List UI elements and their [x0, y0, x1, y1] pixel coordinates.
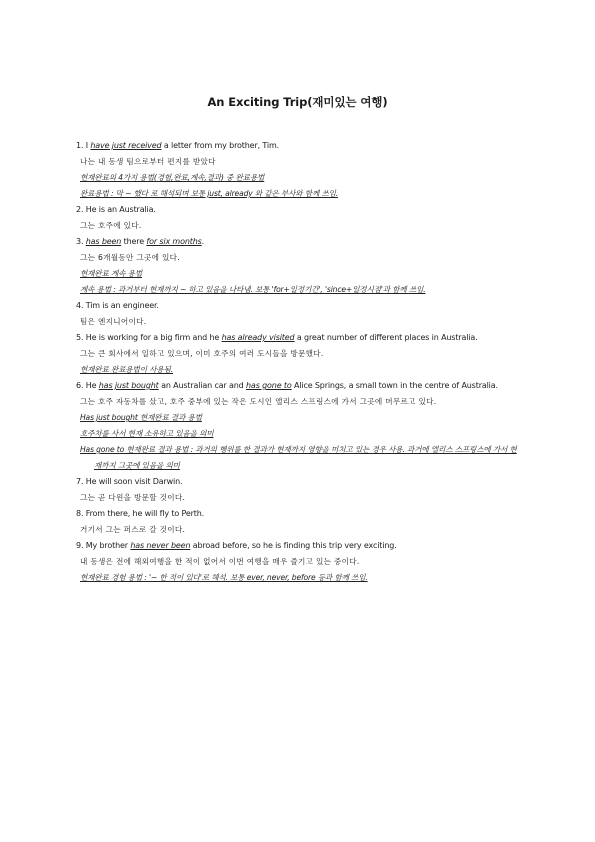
- underlined-phrase: has gone to: [246, 381, 292, 390]
- translation-2: 그는 호주에 있다.: [80, 221, 142, 230]
- sentence-2: 2. He is an Australia.: [76, 205, 156, 214]
- translation-1: 나는 내 동생 팀으로부터 편지를 받았다: [80, 157, 216, 166]
- sentence-4: 4. Tim is an engineer.: [76, 301, 159, 310]
- sentence-7: 7. He will soon visit Darwin.: [76, 477, 183, 486]
- grammar-note-1b: 완료용법 : 막 ~ 했다 로 해석되며 보통 just, already 와 같은 부사와 함께 쓰임.: [80, 189, 339, 198]
- underlined-phrase: have just received: [90, 141, 162, 150]
- translation-9: 내 동생은 전에 해외여행을 한 적이 없어서 이번 여행을 매우 즐기고 있는 중이다.: [80, 557, 360, 566]
- grammar-note-6a: Has just bought 현재완료 결과 용법: [80, 413, 202, 422]
- underlined-phrase: has already visited: [221, 333, 295, 342]
- sentence-text: 5. He is working for a big firm and he: [76, 333, 222, 342]
- grammar-note-5: 현재완료 완료용법이 사용됨.: [80, 365, 174, 374]
- translation-5: 그는 큰 회사에서 일하고 있으며, 이미 호주의 여러 도시들을 방문했다.: [80, 349, 324, 358]
- sentence-text: Alice Springs, a small town in the centre of Australia.: [291, 381, 498, 390]
- grammar-note-3b: 계속 용법 : 과거부터 현재까지 ~ 하고 있음을 나타냄. 보통 'for+일정기간', 'since+일정시점'과 함께 쓰임.: [80, 285, 426, 294]
- sentence-text: .: [201, 237, 205, 246]
- document-title: An Exciting Trip(재미있는 여행): [207, 95, 388, 109]
- sentence-6: [76, 378, 522, 394]
- translation-8: 거기서 그는 퍼스로 갈 것이다.: [80, 525, 186, 534]
- underlined-phrase: has been: [85, 237, 122, 246]
- sentence-text: 1. I: [76, 141, 91, 150]
- grammar-note-9: 현재완료 경험 용법 : '~ 한 적이 있다'로 해석. 보통 ever, never, before 등과 함께 쓰임.: [80, 573, 368, 582]
- sentence-text: a letter from my brother, Tim.: [161, 141, 279, 150]
- sentence-text: a great number of different places in Australia.: [294, 333, 478, 342]
- sentence-1: [76, 138, 522, 154]
- sentence-5: [76, 330, 522, 346]
- sentence-8: 8. From there, he will fly to Perth.: [76, 509, 205, 518]
- sentence-text: there: [121, 237, 147, 246]
- grammar-note-6c: Has gone to 현재완료 결과 용법 : 과거의 행위를 한 결과가 현재까지 영향을 미치고 있는 경우 사용. 과거에 앨리스 스프링스에 가서 현재까지 그곳에 있음을 의미: [80, 445, 517, 470]
- grammar-note-3a: 현재완료 계속 용법: [80, 269, 143, 278]
- sentence-text: 3.: [76, 237, 86, 246]
- sentence-text: 6. He: [76, 381, 99, 390]
- sentence-3: [76, 234, 522, 250]
- translation-7: 그는 곧 다윈을 방문할 것이다.: [80, 493, 186, 502]
- document-body: [76, 138, 522, 586]
- underlined-phrase: has never been: [130, 541, 191, 550]
- underlined-phrase: for six months: [146, 237, 202, 246]
- translation-3: 그는 6개월동안 그곳에 있다.: [80, 253, 180, 262]
- underlined-phrase: has just bought: [98, 381, 159, 390]
- sentence-text: 9. My brother: [76, 541, 131, 550]
- translation-4: 팀은 엔지니어이다.: [80, 317, 147, 326]
- grammar-note-6b: 호주차를 사서 현재 소유하고 있음을 의미: [80, 429, 214, 438]
- sentence-text: abroad before, so he is finding this trip very exciting.: [190, 541, 397, 550]
- translation-6: 그는 호주 자동차를 샀고, 호주 중부에 있는 작은 도시인 앨리스 스프링스에 가서 그곳에 머무르고 있다.: [80, 397, 437, 406]
- grammar-note-1a: 현재완료의 4가지 용법(경험,완료,계속,결과) 중 완료용법: [80, 173, 265, 182]
- sentence-text: an Australian car and: [158, 381, 247, 390]
- sentence-9: [76, 538, 522, 554]
